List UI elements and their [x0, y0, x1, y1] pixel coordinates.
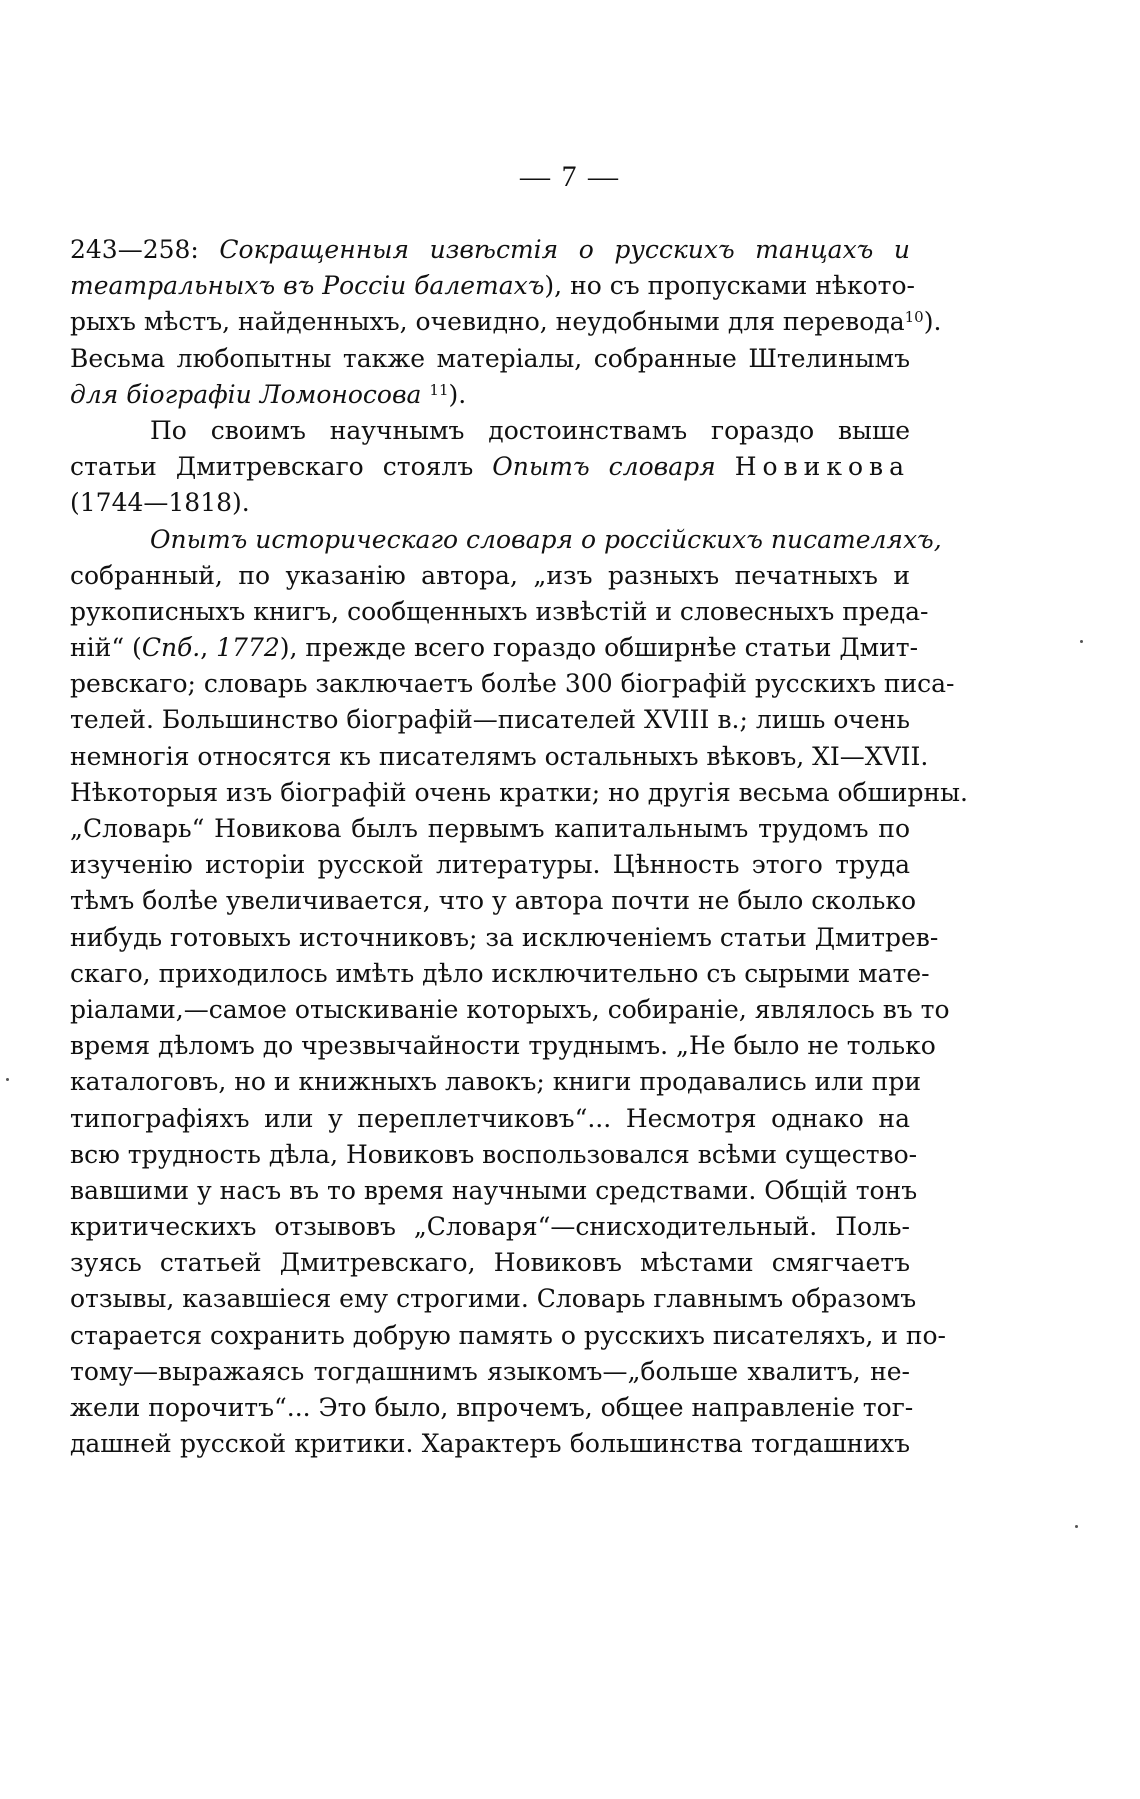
text-line: типографіяхъ или у переплетчиковъ“... Несмотря однако на: [70, 1103, 910, 1133]
text-line: Весьма любопытны также матеріалы, собранные Штелинымъ: [70, 343, 910, 373]
text-line: критическихъ отзывовъ „Словаря“—снисходительный. Поль-: [70, 1212, 910, 1242]
text-line: время дѣломъ до чрезвычайности труднымъ. „Не было не только: [70, 1031, 936, 1061]
text-line: нибудь готовыхъ источниковъ; за исключеніемъ статьи Дмитрев-: [70, 922, 939, 952]
text-line: театральныхъ въ Россіи балетахъ), но съ пропусками нѣкото-: [70, 271, 916, 301]
text-line: каталоговъ, но и книжныхъ лавокъ; книги продавались или при: [70, 1067, 922, 1097]
text-line: скаго, приходилось имѣть дѣло исключительно съ сырыми мате-: [70, 958, 930, 988]
text-line: рукописныхъ книгъ, сообщенныхъ извѣстій и словесныхъ преда-: [70, 596, 929, 626]
text-line: телей. Большинство біографій—писателей XVIII в.; лишь очень: [70, 705, 910, 735]
text-line: (1744—1818).: [70, 488, 250, 518]
text-line: дашней русской критики. Характеръ большинства тогдашнихъ: [70, 1429, 910, 1459]
text-line: ній“ (Спб., 1772), прежде всего гораздо обширнѣе статьи Дмит-: [70, 633, 919, 663]
text-line: жели порочитъ“... Это было, впрочемъ, общее направленіе тог-: [70, 1393, 914, 1422]
page-number: — 7 —: [520, 160, 620, 193]
footnote-ref: 11: [429, 380, 449, 399]
text-line: По своимъ научнымъ достоинствамъ гораздо выше: [150, 415, 910, 445]
scan-speck: [6, 1078, 9, 1081]
text-line: „Словарь“ Новикова былъ первымъ капитальнымъ трудомъ по: [70, 814, 910, 843]
footnote-ref: 10: [904, 308, 924, 327]
text-line: Опытъ историческаго словаря о россійскихъ писателяхъ,: [150, 524, 942, 554]
text-line: отзывы, казавшіеся ему строгими. Словарь главнымъ образомъ: [70, 1284, 917, 1314]
text-line: вавшими у насъ въ то время научными средствами. Общій тонъ: [70, 1175, 918, 1205]
text-line: для біографіи Ломоносова $^{11}$).: [70, 379, 467, 409]
text-line: зуясь статьей Дмитревскаго, Новиковъ мѣстами смягчаетъ: [70, 1248, 910, 1278]
text-line: статьи Дмитревскаго стоялъ Опытъ словаря Новикова: [70, 452, 910, 482]
text-line: собранный, по указанію автора, „изъ разныхъ печатныхъ и: [70, 560, 910, 590]
scan-speck: [1075, 1525, 1078, 1528]
text-line: ревскаго; словарь заключаетъ болѣе 300 біографій русскихъ писа-: [70, 669, 955, 699]
text-line: изученію исторіи русской литературы. Цѣнность этого труда: [70, 850, 910, 880]
text-line: старается сохранить добрую память о русскихъ писателяхъ, и по-: [70, 1320, 946, 1350]
text-line: тѣмъ болѣе увеличивается, что у автора почти не было сколько: [70, 886, 917, 916]
text-line: Нѣкоторыя изъ біографій очень кратки; но другія весьма обширны.: [70, 777, 968, 807]
text-line: рыхъ мѣстъ, найденныхъ, очевидно, неудобными для перевода$^{10}$).: [70, 307, 942, 337]
text-line: тому—выражаясь тогдашнимъ языкомъ—„больше хвалитъ, не-: [70, 1356, 910, 1386]
text-line: ріалами,—самое отыскиванiе которыхъ, собираніе, являлось въ то: [70, 994, 950, 1024]
body-text: [70, 232, 968, 1462]
text-line: всю трудность дѣла, Новиковъ воспользовался всѣми существо-: [70, 1139, 918, 1169]
text-line: 243—258: Сокращенныя извѣстія о русскихъ танцахъ и: [70, 235, 910, 264]
text-line: немногія относятся къ писателямъ остальныхъ вѣковъ, XI—XVII.: [70, 741, 929, 771]
scan-speck: [1080, 640, 1083, 643]
